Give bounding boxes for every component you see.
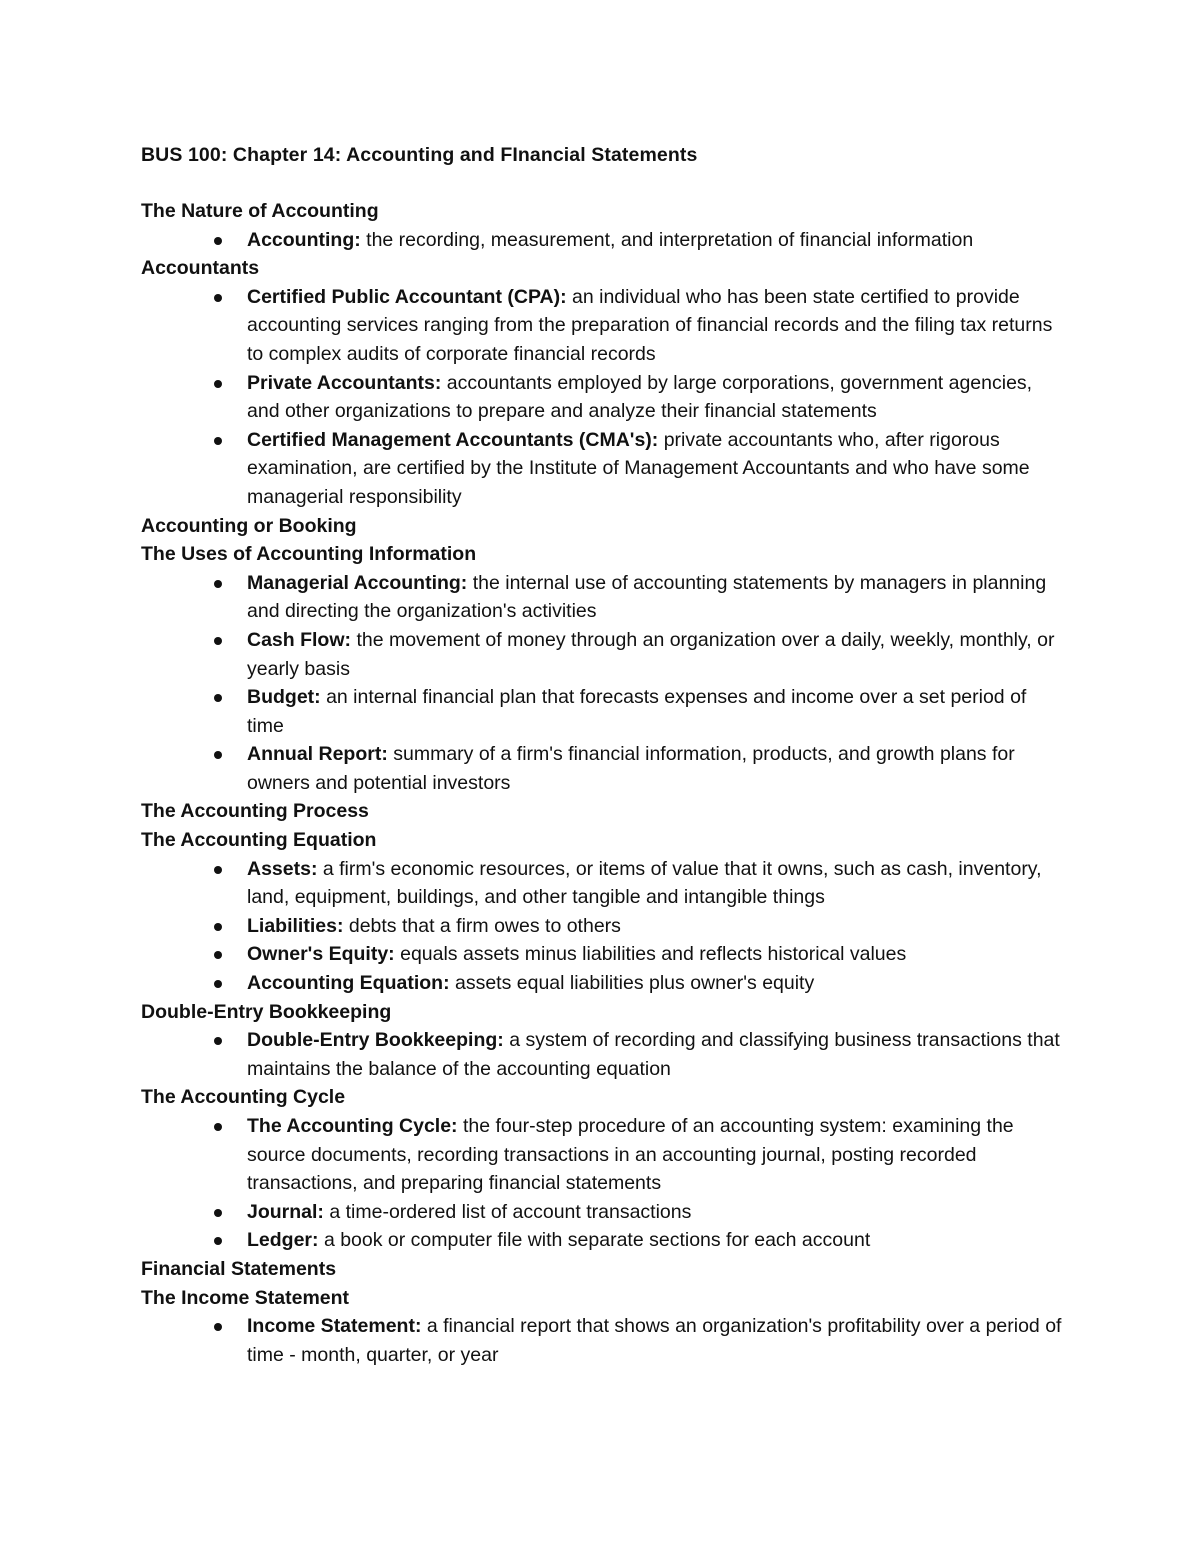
term-label: Certified Management Accountants (CMA's): [247, 428, 659, 451]
term-definition: the four-step procedure of an accounting system: examining the source documents, recording transactions in an accounting journal, posting recorded transactions, and preparing financial statements [247, 1115, 1014, 1195]
bullet-icon [214, 1209, 222, 1217]
list-item [247, 1112, 1067, 1198]
bullet-list [141, 855, 1081, 998]
bullet-icon [214, 1123, 222, 1131]
section-heading: Accounting or Booking [141, 514, 357, 537]
bullet-icon [214, 980, 222, 988]
term-definition: summary of a firm's financial information, products, and growth plans for owners and potential investors [247, 743, 1015, 794]
term-label: Assets: [247, 857, 318, 880]
term-definition: an individual who has been state certified to provide accounting services ranging from the preparation of financial records and the filing tax returns to complex audits of corporate financial records [247, 285, 1053, 365]
bullet-icon [214, 580, 222, 588]
term-label: Accounting: [247, 228, 361, 251]
bullet-list [141, 283, 1081, 512]
bullet-icon [214, 751, 222, 759]
term-definition: the recording, measurement, and interpretation of financial information [366, 228, 974, 251]
term-label: Managerial Accounting: [247, 571, 468, 594]
bullet-icon [214, 380, 222, 388]
bullet-icon [214, 866, 222, 874]
term-label: Annual Report: [247, 743, 388, 766]
list-item [247, 1198, 1067, 1227]
list-item [247, 740, 1067, 797]
term-definition: a firm's economic resources, or items of value that it owns, such as cash, inventory, land, equipment, buildings, and other tangible and intangible things [247, 857, 1042, 909]
list-item [247, 369, 1067, 426]
section-heading: The Uses of Accounting Information [141, 543, 477, 566]
term-label: The Accounting Cycle: [247, 1115, 458, 1137]
bullet-icon [214, 923, 222, 931]
term-label: Accounting Equation: [247, 972, 450, 995]
section-heading: The Accounting Process [141, 800, 369, 823]
term-definition: a system of recording and classifying business transactions that maintains the balance of the accounting equation [247, 1029, 1060, 1080]
bullet-list [141, 1112, 1081, 1255]
bullet-icon [214, 637, 222, 645]
list-item [247, 683, 1067, 740]
bullet-icon [214, 1037, 222, 1045]
list-item [247, 1312, 1067, 1369]
bullet-icon [214, 1237, 222, 1245]
term-definition: assets equal liabilities plus owner's equity [454, 972, 815, 995]
term-label: Income Statement: [247, 1315, 422, 1338]
bullet-icon [214, 1323, 222, 1331]
term-definition: a book or computer file with separate sections for each account [323, 1229, 871, 1252]
bullet-list [141, 226, 1081, 255]
term-definition: the internal use of accounting statements by managers in planning and directing the organization's activities [247, 571, 1047, 623]
list-item [247, 569, 1067, 626]
term-label: Liabilities: [247, 914, 344, 937]
term-definition: accountants employed by large corporations, government agencies, and other organizations to prepare and analyze their financial statements [247, 371, 1033, 423]
term-definition: an internal financial plan that forecasts expenses and income over a set period of time [247, 686, 1027, 737]
term-definition: a time-ordered list of account transactions [329, 1200, 692, 1223]
term-label: Budget: [247, 686, 321, 709]
bullet-icon [214, 437, 222, 445]
term-label: Cash Flow: [247, 628, 352, 651]
section-heading: The Income Statement [141, 1286, 350, 1309]
list-item [247, 1026, 1067, 1083]
list-item [247, 1226, 1067, 1255]
term-definition: a financial report that shows an organization's profitability over a period of time - month, quarter, or year [247, 1315, 1062, 1366]
list-item [247, 940, 1067, 969]
bullet-list [141, 569, 1081, 798]
document-title: BUS 100: Chapter 14: Accounting and FInancial Statements [141, 144, 698, 166]
term-label: Journal: [247, 1200, 324, 1223]
bullet-icon [214, 951, 222, 959]
document-body [141, 197, 1081, 1369]
list-item [247, 969, 1067, 998]
term-label: Ledger: [247, 1229, 319, 1252]
term-definition: equals assets minus liabilities and reflects historical values [400, 943, 907, 966]
list-item [247, 426, 1067, 512]
section-heading: The Accounting Equation [141, 829, 377, 852]
section-heading: Financial Statements [141, 1257, 337, 1280]
list-item [247, 226, 1067, 255]
term-label: Double-Entry Bookkeeping: [247, 1029, 504, 1052]
term-label: Certified Public Accountant (CPA): [247, 285, 567, 308]
list-item [247, 912, 1067, 941]
list-item [247, 855, 1067, 912]
term-definition: private accountants who, after rigorous examination, are certified by the Institute of Management Accountants and who have some managerial responsibility [247, 428, 1030, 508]
bullet-list [141, 1312, 1081, 1369]
bullet-list [141, 1026, 1081, 1083]
section-heading: The Accounting Cycle [141, 1086, 346, 1109]
term-label: Private Accountants: [247, 371, 442, 394]
term-definition: debts that a firm owes to others [348, 914, 621, 937]
list-item [247, 283, 1067, 369]
term-label: Owner's Equity: [247, 943, 395, 966]
section-heading: Accountants [141, 257, 260, 280]
bullet-icon [214, 694, 222, 702]
list-item [247, 626, 1067, 683]
section-heading: Double-Entry Bookkeeping [141, 1000, 392, 1023]
bullet-icon [214, 237, 222, 245]
section-heading: The Nature of Accounting [141, 200, 379, 222]
term-definition: the movement of money through an organization over a daily, weekly, monthly, or yearly basis [247, 628, 1055, 680]
bullet-icon [214, 294, 222, 302]
